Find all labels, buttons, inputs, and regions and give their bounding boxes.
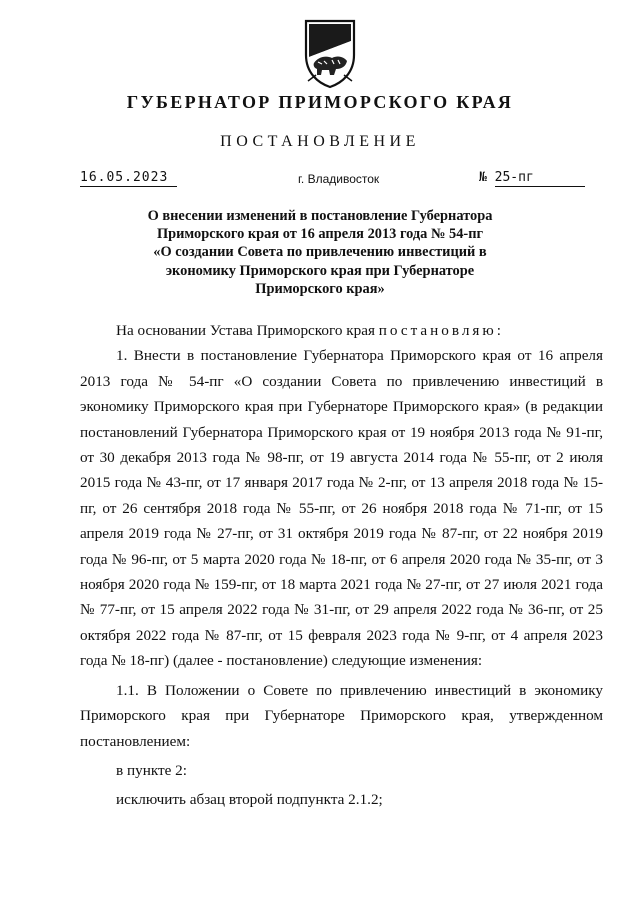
document-number bbox=[479, 170, 593, 187]
title-line: «О создании Совета по привлечению инвестиций в bbox=[153, 244, 487, 261]
paragraph-1-1: 1.1. В Положении о Совете по привлечению инвестиций в экономику Приморского края при Губернаторе Приморского края, утвержденном постановлением: bbox=[80, 681, 603, 750]
paragraph-last: исключить абзац второй подпункта 2.1.2; bbox=[116, 791, 383, 809]
preamble-colon: : bbox=[496, 322, 501, 339]
document-type: ПОСТАНОВЛЕНИЕ bbox=[220, 133, 420, 150]
coat-of-arms-icon bbox=[302, 17, 358, 89]
document-body bbox=[80, 318, 603, 813]
issuer-title: ГУБЕРНАТОР ПРИМОРСКОГО КРАЯ bbox=[126, 92, 514, 112]
document-city: г. Владивосток bbox=[298, 172, 380, 186]
title-line: О внесении изменений в постановление Губернатора bbox=[147, 208, 493, 224]
preamble-text: На основании Устава Приморского края bbox=[116, 322, 375, 339]
document-title bbox=[120, 207, 520, 298]
document-date: 16.05.2023 bbox=[80, 170, 177, 187]
title-line: экономику Приморского края при Губернаторе bbox=[165, 262, 475, 279]
number-value: 25-пг bbox=[495, 170, 585, 187]
number-label: № bbox=[479, 170, 487, 185]
paragraph-1: 1. Внести в постановление Губернатора Приморского края от 16 апреля 2013 года № 54-пг «О создании Совета по привлечению инвестиций в экономику Приморского края при Губернаторе Приморского края» (в редакции постановлений Губернатора Приморского края от 19 ноября 2013 года № 91-пг, от 30 декабря 2013 года № 98-пг, от 19 августа 2014 года № 55-пг, от 2 июля 2015 года № 43-пг, от 17 января 2017 года № 2-пг, от 13 апреля 2018 года № 15-пг, от 26 сентября 2018 года № 55-пг, от 26 ноября 2018 года № 71-пг, от 15 апреля 2019 года № 27-пг, от 31 октября 2019 года № 87-пг, от 22 ноября 2019 года № 96-пг, от 5 марта 2020 года № 18-пг, от 6 апреля 2020 года № 35-пг, от 3 ноября 2020 года № 159-пг, от 18 марта 2021 года № 27-пг, от 27 июля 2021 года № 77-пг, от 15 апреля 2022 года № 31-пг, от 29 апреля 2022 года № 36-пг, от 25 октября 2022 года № 87-пг, от 15 февраля 2023 года № 9-пг, от 4 апреля 2023 года № 18-пг) (далее - постановление) следующие изменения: bbox=[80, 347, 603, 670]
title-line: Приморского края» bbox=[255, 280, 385, 297]
preamble-decree-word: постановляю bbox=[378, 322, 497, 339]
preamble-paragraph bbox=[80, 318, 603, 343]
paragraph-item: в пункте 2: bbox=[116, 761, 187, 779]
title-line: Приморского края от 16 апреля 2013 года № 54-пг bbox=[156, 226, 484, 243]
